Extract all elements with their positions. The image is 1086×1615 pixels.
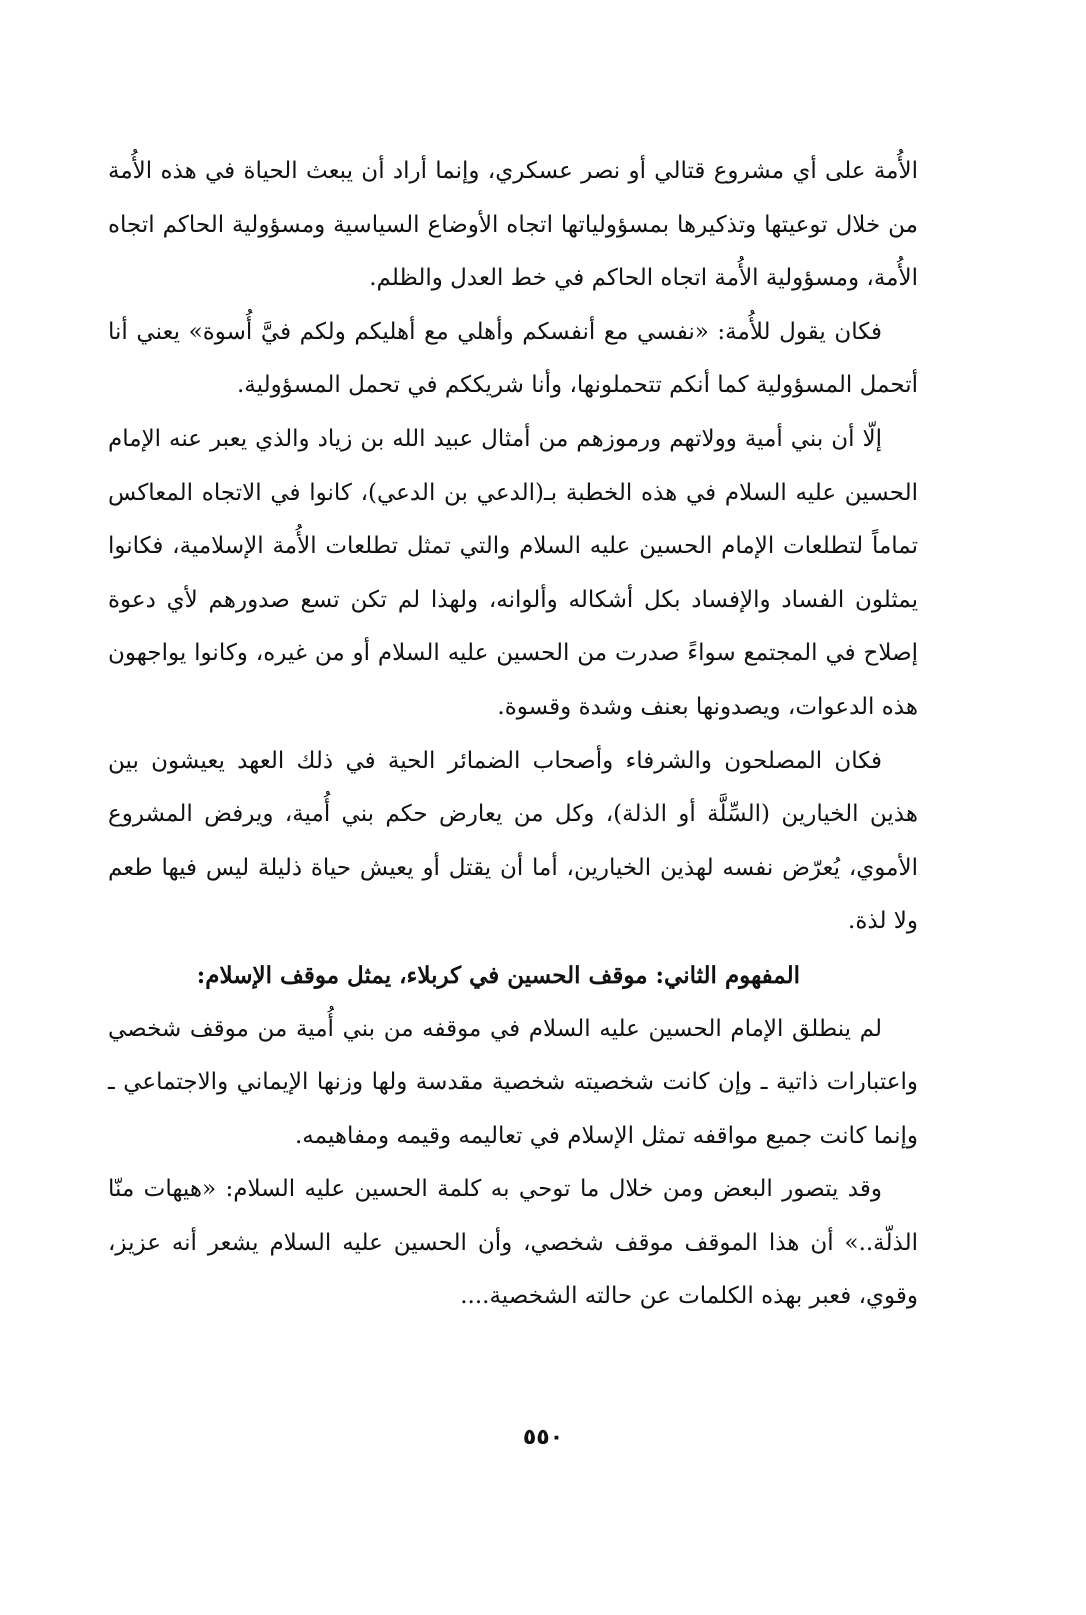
page-body [108, 145, 918, 1324]
section-heading: المفهوم الثاني: موقف الحسين في كربلاء، يمثل موقف الإسلام: [196, 961, 800, 989]
paragraph-5: لم ينطلق الإمام الحسين عليه السلام في موقفه من بني أُمية من موقف شخصي واعتبارات ذاتية ـ وإن كانت شخصيته شخصية مقدسة ولها وزنها الإيماني والاجتماعي ـ وإنما كانت جميع مواقفه تمثل الإسلام في تعاليمه وقيمه ومفاهيمه. [108, 1015, 918, 1149]
paragraph-3: إلّا أن بني أمية وولاتهم ورموزهم من أمثال عبيد الله بن زياد والذي يعبر عنه الإمام الحسين عليه السلام في هذه الخطبة بـ(الدعي بن الدعي)، كانوا في الاتجاه المعاكس تماماً لتطلعات الإمام الحسين عليه السلام والتي تمثل تطلعات الأُمة الإسلامية، فكانوا يمثلون الفساد والإفساد بكل أشكاله وألوانه، ولهذا لم تكن تسع صدورهم لأي دعوة إصلاح في المجتمع سواءً صدرت من الحسين عليه السلام أو من غيره، وكانوا يواجهون هذه الدعوات، ويصدونها بعنف وشدة وقسوة. [108, 425, 918, 720]
paragraph-2: فكان يقول للأُمة: «نفسي مع أنفسكم وأهلي مع أهليكم ولكم فيَّ أُسوة» يعني أنا أتحمل المسؤولية كما أنكم تتحملونها، وأنا شريككم في تحمل المسؤولية. [108, 318, 918, 399]
page-number: ٥٥٠ [522, 1425, 564, 1450]
paragraph-4: فكان المصلحون والشرفاء وأصحاب الضمائر الحية في ذلك العهد يعيشون بين هذين الخيارين (السِّلَّة أو الذلة)، وكل من يعارض حكم بني أُمية، ويرفض المشروع الأموي، يُعرّض نفسه لهذين الخيارين، أما أن يقتل أو يعيش حياة ذليلة ليس فيها طعم ولا لذة. [108, 747, 918, 935]
paragraph-1: الأُمة على أي مشروع قتالي أو نصر عسكري، وإنما أراد أن يبعث الحياة في هذه الأُمة من خلال توعيتها وتذكيرها بمسؤولياتها اتجاه الأوضاع السياسية ومسؤولية الحاكم اتجاه الأُمة، ومسؤولية الأُمة اتجاه الحاكم في خط العدل والظلم. [108, 158, 918, 292]
paragraph-6: وقد يتصور البعض ومن خلال ما توحي به كلمة الحسين عليه السلام: «هيهات منّا الذلّة..» أن هذا الموقف موقف شخصي، وأن الحسين عليه السلام يشعر أنه عزيز، وقوي، فعبر بهذه الكلمات عن حالته الشخصية.... [108, 1176, 918, 1310]
